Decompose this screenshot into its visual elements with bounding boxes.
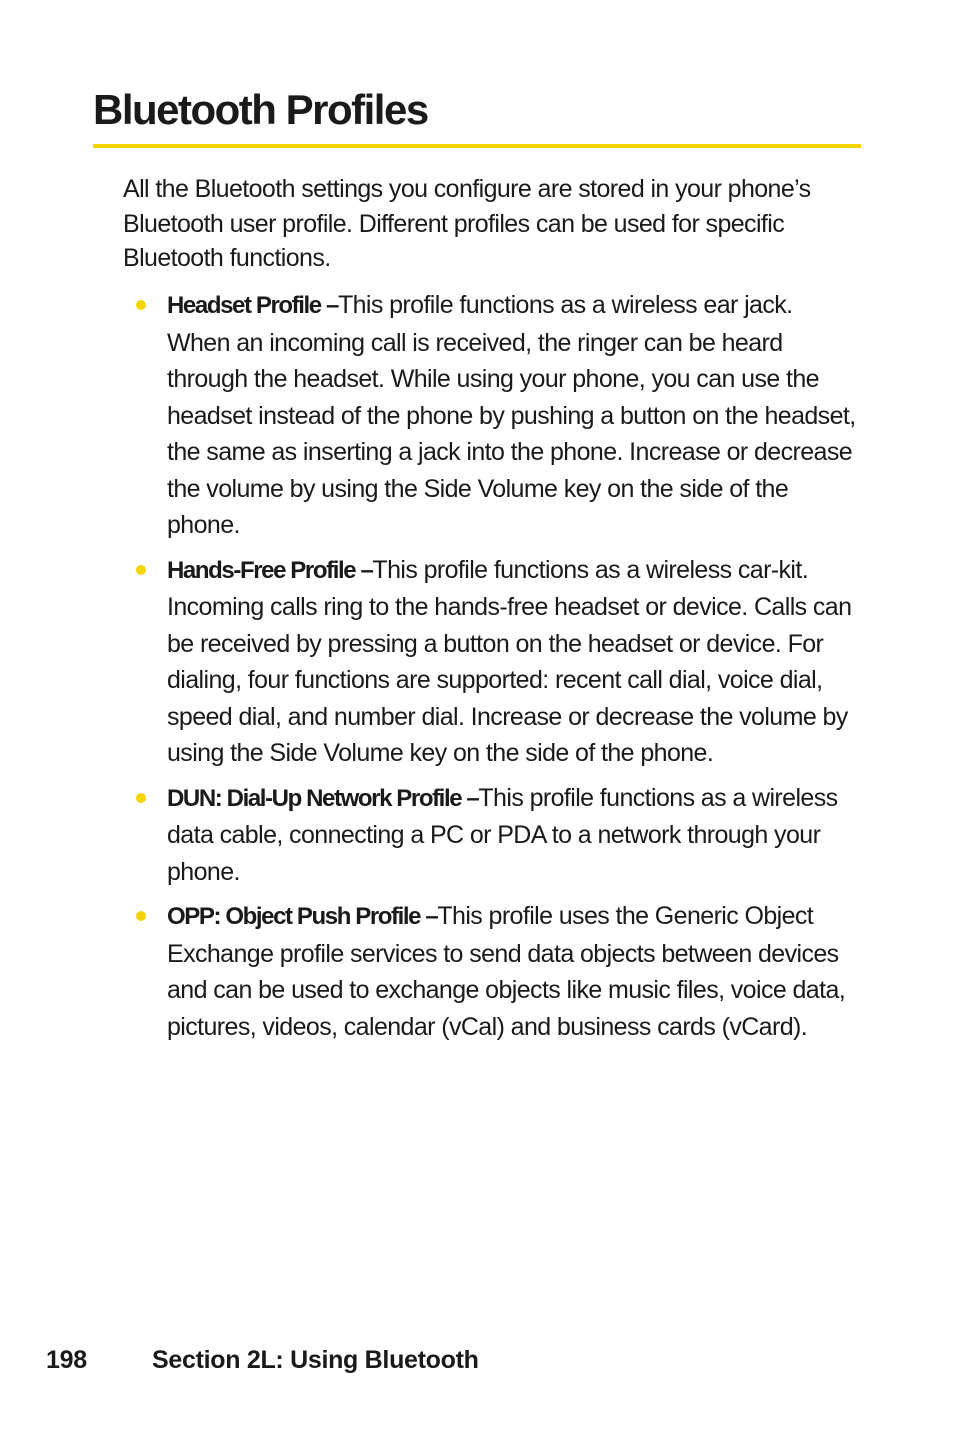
list-item <box>130 780 858 891</box>
profile-term: Headset Profile – <box>167 292 338 319</box>
profile-description: This profile uses the Generic Object Exchange profile services to send data objects between devices and can be used to exchange objects like music files, voice data, pictures, videos, calendar (vCal) and business cards (vCard). <box>167 902 846 1041</box>
profile-description: This profile functions as a wireless ear jack. When an incoming call is received, the ringer can be heard through the headset. While using your phone, you can use the headset instead of the phone by pushing a button on the headset, the same as inserting a jack into the phone. Increase or decrease the volume by using the Side Volume key on the side of the phone. <box>167 291 856 539</box>
list-item <box>130 287 858 544</box>
section-title: Section 2L: Using Bluetooth <box>152 1346 479 1374</box>
profile-term: DUN: Dial-Up Network Profile – <box>167 784 479 812</box>
page-footer <box>46 1346 479 1375</box>
list-item <box>130 898 858 1045</box>
bullet-icon <box>136 911 146 921</box>
title-rule <box>93 144 861 148</box>
bullet-icon <box>136 793 146 803</box>
page-title: Bluetooth Profiles <box>93 86 428 133</box>
page-number: 198 <box>46 1346 87 1374</box>
bullet-icon <box>136 565 146 575</box>
profile-list <box>130 287 858 1053</box>
profile-term: Hands-Free Profile – <box>167 556 373 584</box>
profile-term: OPP: Object Push Profile – <box>167 903 438 930</box>
profile-description: This profile functions as a wireless car-kit. Incoming calls ring to the hands-free headset or device. Calls can be received by pressing a button on the headset or device. For dialing, four functions are supported: recent call dial, voice dial, speed dial, and number dial. Increase or decrease the volume by using the Side Volume key on the side of the phone. <box>167 555 852 767</box>
list-item <box>130 552 858 772</box>
bullet-icon <box>136 300 146 310</box>
profile-description: This profile functions as a wireless data cable, connecting a PC or PDA to a network through your phone. <box>167 783 838 886</box>
intro-paragraph: All the Bluetooth settings you configure are stored in your phone’s Bluetooth user profile. Different profiles can be used for specific Bluetooth functions. <box>123 175 811 272</box>
